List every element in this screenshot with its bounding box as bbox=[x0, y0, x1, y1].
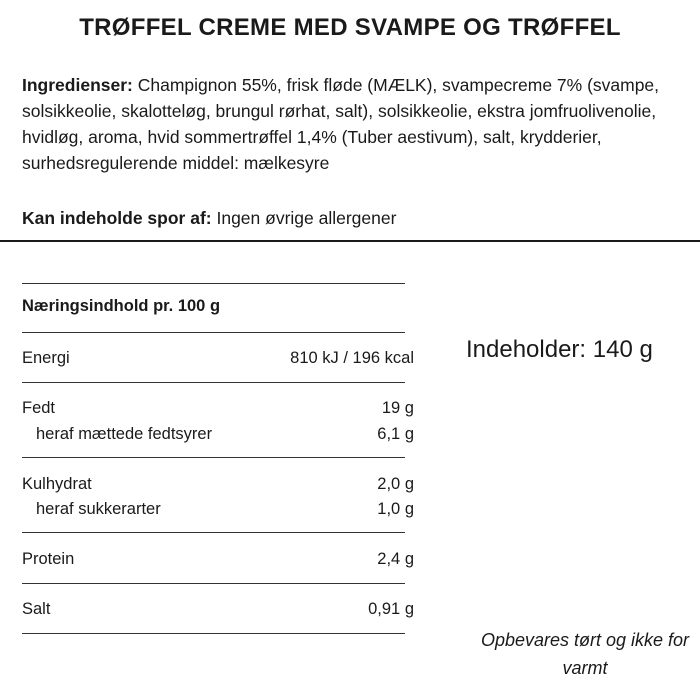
row-value: 810 kJ / 196 kcal bbox=[290, 349, 414, 367]
nutrition-header: Næringsindhold pr. 100 g bbox=[22, 297, 221, 315]
table-bottom-rule bbox=[22, 633, 405, 634]
row-label: Salt bbox=[22, 600, 51, 618]
nutrition-row-saturated-fat bbox=[22, 425, 414, 444]
row-value: 6,1 g bbox=[377, 425, 414, 443]
table-rule bbox=[22, 382, 405, 383]
row-label: Protein bbox=[22, 550, 75, 568]
row-label: heraf sukkerarter bbox=[36, 500, 161, 518]
row-value: 2,4 g bbox=[377, 550, 414, 568]
row-label: Kulhydrat bbox=[22, 475, 92, 493]
section-divider bbox=[0, 240, 700, 242]
table-rule bbox=[22, 532, 405, 533]
table-top-rule bbox=[22, 283, 405, 284]
nutrition-row-protein bbox=[22, 550, 414, 569]
table-rule bbox=[22, 332, 405, 333]
table-rule bbox=[22, 457, 405, 458]
row-label: Energi bbox=[22, 349, 70, 367]
nutrition-row-carbohydrate bbox=[22, 475, 414, 494]
traces-label: Kan indeholde spor af: bbox=[22, 208, 212, 228]
table-rule bbox=[22, 583, 405, 584]
row-value: 1,0 g bbox=[377, 500, 414, 518]
product-title: TRØFFEL CREME MED SVAMPE OG TRØFFEL bbox=[79, 14, 621, 41]
allergen-traces bbox=[22, 205, 396, 231]
row-label: heraf mættede fedtsyrer bbox=[36, 425, 213, 443]
storage-instructions: Opbevares tørt og ikke for varmt bbox=[480, 630, 690, 678]
row-value: 0,91 g bbox=[368, 600, 414, 618]
ingredients-label: Ingredienser: bbox=[22, 75, 133, 95]
row-label: Fedt bbox=[22, 399, 56, 417]
ingredients-text: Champignon 55%, frisk fløde (MÆLK), svampecreme 7% (svampe, solsikkeolie, skalotteløg, brungul rørhat, salt), solsikkeolie, ekstra jomfruolivenolie, hvidløg, aroma, hvid sommertrøffel 1,4% (Tuber aestivum), salt, krydderier, surhedsregulerende middel: mælkesyre bbox=[22, 75, 660, 173]
nutrition-row-sugars bbox=[22, 500, 414, 519]
nutrition-row-salt bbox=[22, 600, 414, 619]
row-value: 2,0 g bbox=[377, 475, 414, 493]
traces-text: Ingen øvrige allergener bbox=[211, 208, 397, 228]
ingredients-block bbox=[22, 72, 682, 176]
nutrition-row-energy bbox=[22, 349, 414, 368]
net-contents: Indeholder: 140 g bbox=[466, 336, 653, 363]
nutrition-row-fat bbox=[22, 399, 414, 418]
row-value: 19 g bbox=[381, 399, 414, 417]
